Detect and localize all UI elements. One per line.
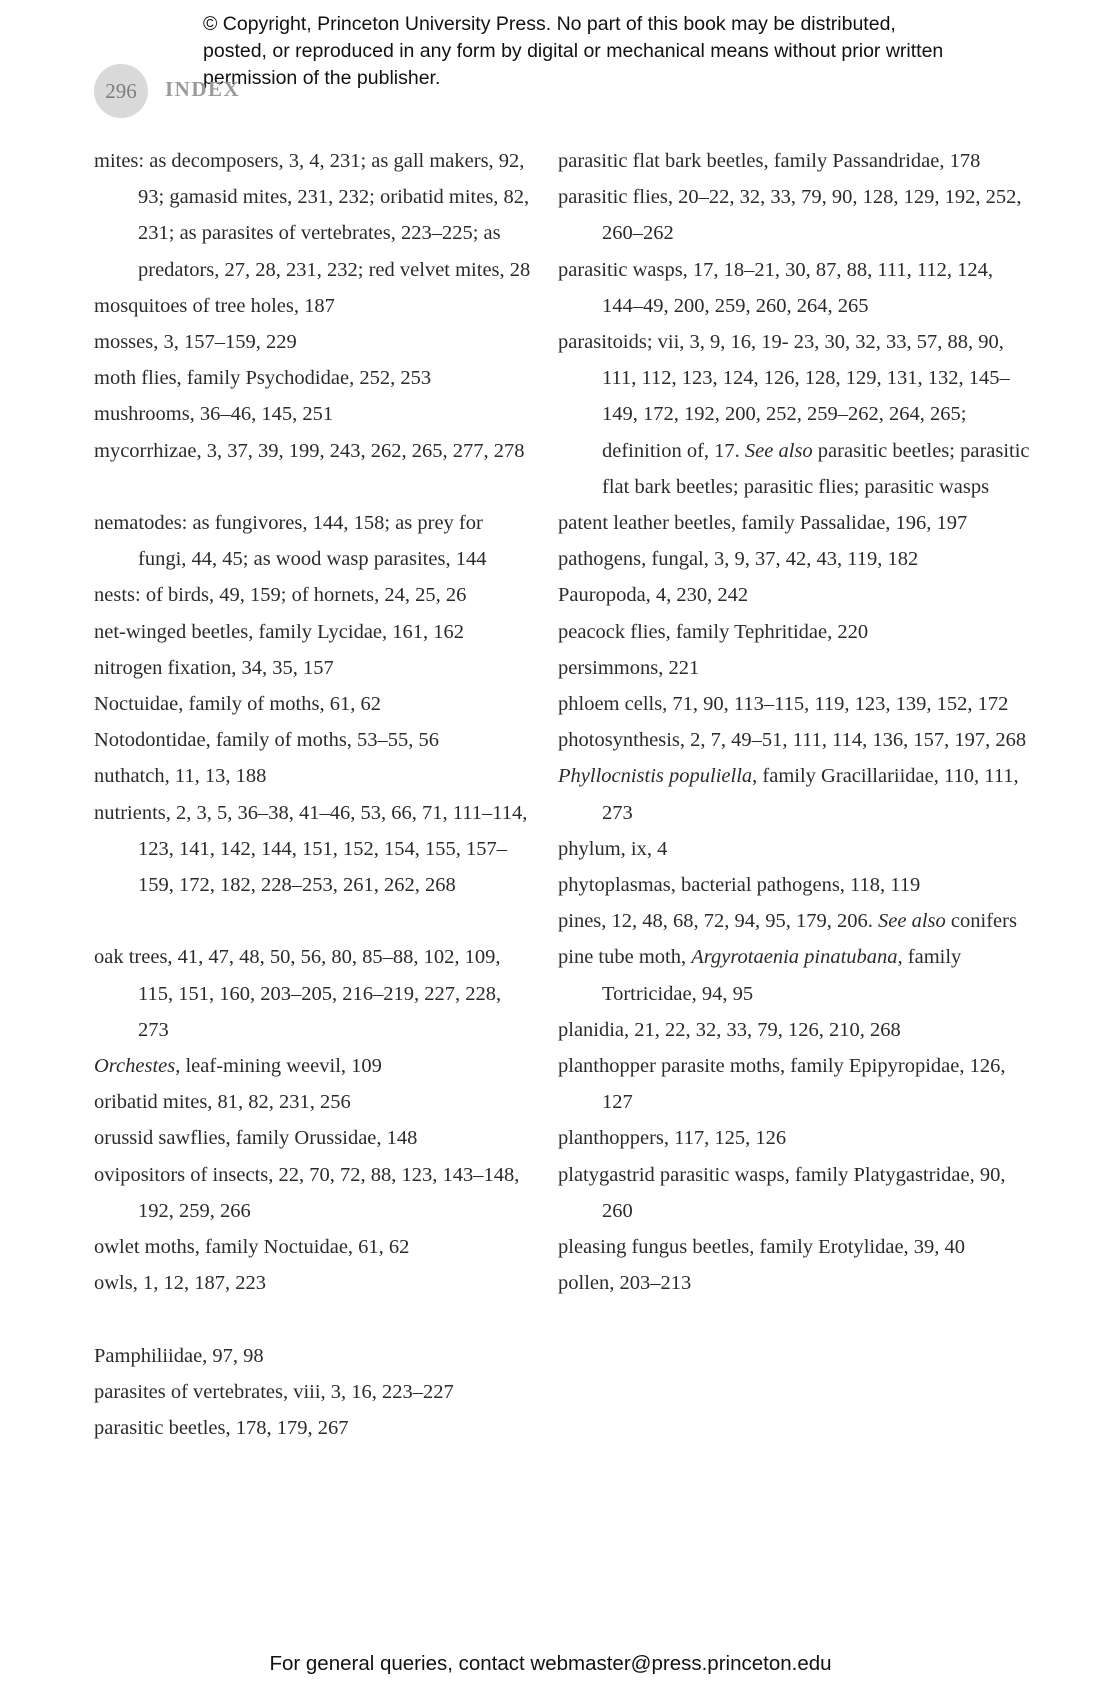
- index-entry: patent leather beetles, family Passalidae, 196, 197: [558, 512, 968, 535]
- index-entry: pine tube moth, Argyrotaenia pinatubana, family Tortricidae, 94, 95: [558, 946, 962, 1005]
- letter-group-gap: [94, 1301, 534, 1337]
- page-number: 296: [94, 64, 148, 118]
- index-entry: mites: as decomposers, 3, 4, 231; as gall makers, 92, 93; gamasid mites, 231, 232; oribatid mites, 82, 231; as parasites of vertebrates, 223–225; as predators, 27, 28, 231, 232; red velvet mites, 28: [94, 150, 531, 281]
- index-entry: pollen, 203–213: [558, 1272, 692, 1295]
- index-entry: net-winged beetles, family Lycidae, 161, 162: [94, 620, 465, 643]
- running-head: INDEX: [165, 77, 241, 101]
- index-entry: mycorrhizae, 3, 37, 39, 199, 243, 262, 265, 277, 278: [94, 439, 525, 462]
- index-entry: nitrogen fixation, 34, 35, 157: [94, 656, 334, 679]
- index-entry: orussid sawflies, family Orussidae, 148: [94, 1127, 418, 1150]
- index-entry: planidia, 21, 22, 32, 33, 79, 126, 210, 268: [558, 1018, 901, 1041]
- index-entry: nutrients, 2, 3, 5, 36–38, 41–46, 53, 66, 71, 111–114, 123, 141, 142, 144, 151, 152, 154, 155, 157–159, 172, 182, 228–253, 261, 262, 268: [94, 801, 528, 897]
- index-entry: nematodes: as fungivores, 144, 158; as prey for fungi, 44, 45; as wood wasp parasites, 144: [94, 512, 487, 571]
- contact-footer: For general queries, contact webmaster@press.princeton.edu: [269, 1652, 832, 1675]
- index-entry: pathogens, fungal, 3, 9, 37, 42, 43, 119, 182: [558, 548, 919, 571]
- index-entry: Noctuidae, family of moths, 61, 62: [94, 693, 381, 716]
- index-entry: Phyllocnistis populiella, family Gracillariidae, 110, 111, 273: [558, 765, 1019, 824]
- index-column-right: [558, 143, 1038, 1302]
- index-entry: parasitic flat bark beetles, family Passandridae, 178: [558, 150, 981, 172]
- index-entry: Pamphiliidae, 97, 98: [94, 1344, 264, 1367]
- index-entry: mushrooms, 36–46, 145, 251: [94, 403, 334, 426]
- index-entry: Orchestes, leaf-mining weevil, 109: [94, 1055, 382, 1078]
- index-entry: parasitic flies, 20–22, 32, 33, 79, 90, 128, 129, 192, 252, 260–262: [558, 186, 1022, 245]
- letter-group-gap: [94, 469, 534, 505]
- index-entry: parasites of vertebrates, viii, 3, 16, 223–227: [94, 1380, 454, 1403]
- index-entry: planthopper parasite moths, family Epipyropidae, 126, 127: [558, 1055, 1006, 1114]
- index-entry: platygastrid parasitic wasps, family Platygastridae, 90, 260: [558, 1163, 1006, 1222]
- index-entry: mosquitoes of tree holes, 187: [94, 294, 335, 317]
- index-entry: owlet moths, family Noctuidae, 61, 62: [94, 1236, 410, 1259]
- index-entry: parasitoids; vii, 3, 9, 16, 19- 23, 30, 32, 33, 57, 88, 90, 111, 112, 123, 124, 126, 128, 129, 131, 132, 145–149, 172, 192, 200, 252, 259–262, 264, 265; definition of, 17. See also parasitic beetles; parasitic flat bark beetles; parasitic flies; parasitic wasps: [558, 331, 1030, 498]
- index-entry: oak trees, 41, 47, 48, 50, 56, 80, 85–88, 102, 109, 115, 151, 160, 203–205, 216–219, 227, 228, 273: [94, 946, 502, 1041]
- index-entry: persimmons, 221: [558, 656, 700, 679]
- index-entry: ovipositors of insects, 22, 70, 72, 88, 123, 143–148, 192, 259, 266: [94, 1163, 520, 1222]
- index-entry: pines, 12, 48, 68, 72, 94, 95, 179, 206. See also conifers: [558, 910, 1017, 933]
- index-entry: oribatid mites, 81, 82, 231, 256: [94, 1091, 351, 1114]
- index-entry: phloem cells, 71, 90, 113–115, 119, 123, 139, 152, 172: [558, 693, 1009, 716]
- index-entry: nuthatch, 11, 13, 188: [94, 765, 267, 788]
- index-entry: parasitic beetles, 178, 179, 267: [94, 1417, 349, 1440]
- index-column-left: [94, 143, 534, 1446]
- index-entry: photosynthesis, 2, 7, 49–51, 111, 114, 136, 157, 197, 268: [558, 729, 1027, 752]
- index-entry: planthoppers, 117, 125, 126: [558, 1127, 787, 1150]
- index-entry: Pauropoda, 4, 230, 242: [558, 584, 749, 607]
- index-entry: moth flies, family Psychodidae, 252, 253: [94, 367, 432, 390]
- index-entry: mosses, 3, 157–159, 229: [94, 331, 297, 354]
- index-entry: nests: of birds, 49, 159; of hornets, 24, 25, 26: [94, 584, 467, 607]
- index-entry: Notodontidae, family of moths, 53–55, 56: [94, 729, 440, 752]
- index-entry: parasitic wasps, 17, 18–21, 30, 87, 88, 111, 112, 124, 144–49, 200, 259, 260, 264, 265: [558, 258, 994, 317]
- index-entry: owls, 1, 12, 187, 223: [94, 1272, 266, 1295]
- letter-group-gap: [94, 903, 534, 939]
- index-entry: phytoplasmas, bacterial pathogens, 118, 119: [558, 874, 921, 897]
- index-entry: pleasing fungus beetles, family Erotylidae, 39, 40: [558, 1236, 966, 1259]
- index-entry: peacock flies, family Tephritidae, 220: [558, 620, 869, 643]
- index-entry: phylum, ix, 4: [558, 837, 668, 860]
- copyright-notice: © Copyright, Princeton University Press. No part of this book may be distributed, posted, or reproduced in any form by digital or mechanical means without prior written permission of the publisher.: [203, 13, 944, 89]
